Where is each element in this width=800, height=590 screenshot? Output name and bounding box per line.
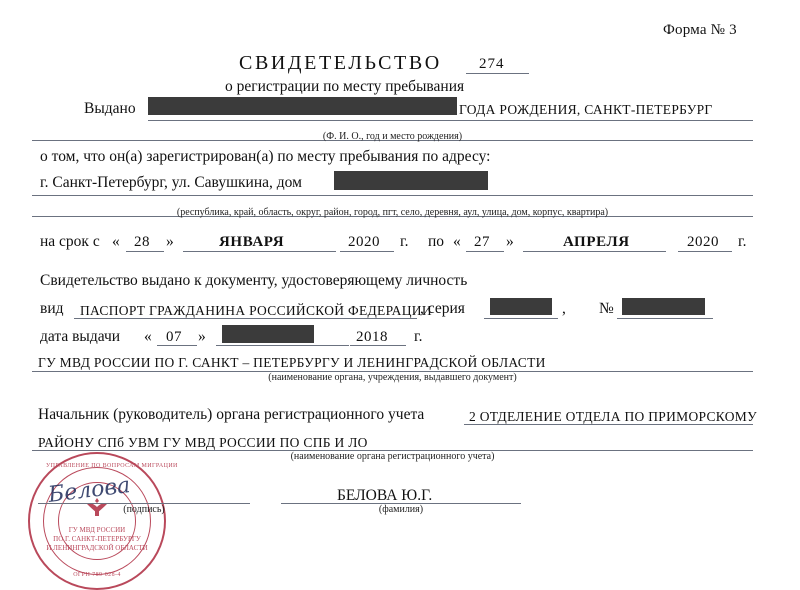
term-to-month-rule	[523, 251, 666, 252]
identity-date-year-suffix: г.	[414, 328, 423, 345]
term-to-year-rule	[678, 251, 732, 252]
caption-surname: (фамилия)	[378, 504, 424, 515]
identity-date-quote-close: »	[198, 328, 206, 345]
identity-kind-value: ПАСПОРТ ГРАЖДАНИНА РОССИЙСКОЙ ФЕДЕРАЦИИ	[80, 303, 432, 318]
address-rule-1	[32, 195, 753, 196]
caption-authority: (наименование органа, учреждения, выдавшего документ)	[268, 372, 517, 383]
term-from-day-rule	[126, 251, 164, 252]
stamp-band-line1: ГУ МВД РОССИИ	[68, 526, 126, 534]
caption-address: (республика, край, область, округ, район, город, пгт, село, деревня, аул, улица, дом, корпус, квартира)	[176, 207, 609, 218]
term-to-year: 2020	[687, 234, 719, 250]
redaction-series	[490, 298, 552, 315]
term-from-year-suffix: г.	[400, 233, 409, 250]
identity-number-label: №	[599, 300, 614, 317]
identity-number-rule	[617, 318, 713, 319]
identity-date-year: 2018	[356, 329, 388, 345]
signature-mark: Белова	[46, 473, 132, 508]
caption-fio: (Ф. И. О., год и место рождения)	[322, 131, 463, 142]
term-to-quote-open: «	[453, 233, 461, 250]
identity-date-year-rule	[350, 345, 406, 346]
term-from-quote-close: »	[166, 233, 174, 250]
head-label: Начальник (руководитель) органа регистрационного учета	[38, 406, 425, 423]
caption-org: (наименование органа регистрационного учета)	[290, 451, 495, 462]
address-value: г. Санкт-Петербург, ул. Савушкина, дом	[40, 174, 302, 191]
issued-to-label: Выдано	[84, 100, 136, 117]
term-to-year-suffix: г.	[738, 233, 747, 250]
redaction-number	[622, 298, 705, 315]
identity-kind-rule	[74, 318, 417, 319]
stamp-bottom-text: ОГРН 789-028-4	[73, 572, 121, 578]
identity-date-day-rule	[157, 345, 197, 346]
head-org-line1: 2 ОТДЕЛЕНИЕ ОТДЕЛА ПО ПРИМОРСКОМУ	[469, 409, 757, 424]
term-middle: по	[428, 233, 445, 250]
identity-series-label: , серия	[420, 300, 465, 317]
certificate-number: 274	[479, 56, 505, 72]
identity-date-day: 07	[166, 329, 182, 345]
term-prefix: на срок с	[40, 233, 100, 250]
identity-intro: Свидетельство выдано к документу, удостоверяющему личность	[40, 272, 468, 289]
identity-kind-label: вид	[40, 300, 64, 317]
registered-statement: о том, что он(а) зарегистрирован(а) по месту пребывания по адресу:	[40, 148, 491, 165]
page-subtitle: о регистрации по месту пребывания	[225, 78, 465, 95]
head-org-line2: РАЙОНУ СПб УВМ ГУ МВД РОССИИ ПО СПБ И ЛО	[38, 435, 368, 450]
form-number-label: Форма № 3	[663, 22, 737, 38]
official-stamp	[28, 452, 178, 590]
identity-date-month-rule	[216, 345, 349, 346]
term-from-day: 28	[134, 234, 150, 250]
identity-date-label: дата выдачи	[40, 328, 121, 345]
redaction-fio	[148, 97, 457, 115]
issued-to-tail: ГОДА РОЖДЕНИЯ, САНКТ-ПЕТЕРБУРГ	[459, 102, 713, 117]
stamp-top-text: УПРАВЛЕНИЕ ПО ВОПРОСАМ МИГРАЦИИ	[46, 463, 178, 469]
head-surname: БЕЛОВА Ю.Г.	[337, 487, 433, 504]
term-from-year-rule	[340, 251, 394, 252]
term-to-quote-close: »	[506, 233, 514, 250]
term-from-quote-open: «	[112, 233, 120, 250]
stamp-band-line2: ПО Г. САНКТ-ПЕТЕРБУРГУ	[53, 535, 141, 543]
term-to-day-rule	[466, 251, 504, 252]
identity-date-quote-open: «	[144, 328, 152, 345]
redaction-date-month	[222, 325, 314, 343]
head-org-rule-1	[464, 424, 753, 425]
term-from-month-rule	[183, 251, 336, 252]
caption-signature: (подпись)	[123, 504, 165, 515]
term-from-month: ЯНВАРЯ	[219, 234, 285, 250]
identity-authority: ГУ МВД РОССИИ ПО Г. САНКТ – ПЕТЕРБУРГУ И ЛЕНИНГРАДСКОЙ ОБЛАСТИ	[38, 355, 546, 370]
stamp-band-line3: И ЛЕНИНГРАДСКОЙ ОБЛАСТИ	[46, 544, 148, 552]
page-title: СВИДЕТЕЛЬСТВО	[239, 52, 442, 74]
certificate-number-rule	[466, 73, 529, 74]
term-to-day: 27	[474, 234, 490, 250]
redaction-address	[334, 171, 488, 190]
term-to-month: АПРЕЛЯ	[563, 234, 630, 250]
identity-comma: ,	[562, 300, 566, 317]
identity-series-rule	[484, 318, 558, 319]
issued-to-rule	[148, 120, 753, 121]
term-from-year: 2020	[348, 234, 380, 250]
